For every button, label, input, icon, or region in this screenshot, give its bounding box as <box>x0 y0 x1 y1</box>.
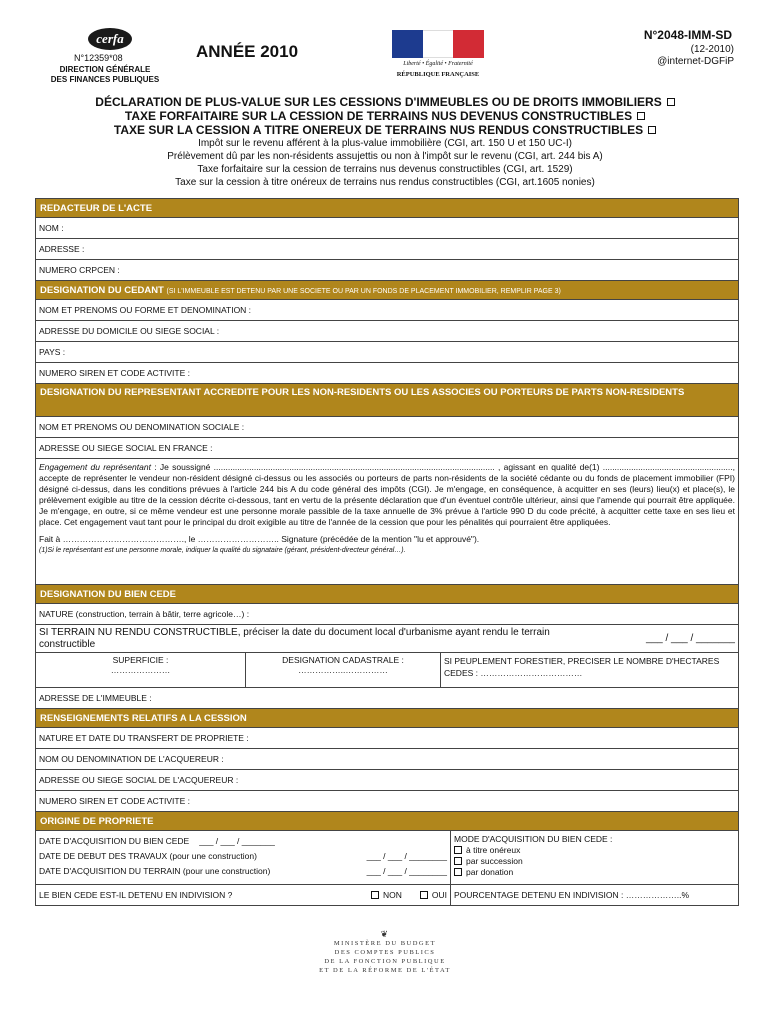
checkbox-donation <box>454 868 462 876</box>
field-bien-adresse[interactable]: ADRESSE DE L'IMMEUBLE : <box>36 688 738 709</box>
field-adresse[interactable]: ADRESSE : <box>36 239 738 260</box>
field-peuplement[interactable]: SI PEUPLEMENT FORESTIER, PRECISER LE NOMBRE D'HECTARES CEDES : ……………………………… <box>444 656 720 678</box>
checkbox-oui <box>420 891 428 899</box>
checkbox-non <box>371 891 379 899</box>
checkbox-title-2[interactable] <box>637 112 645 120</box>
field-date-travaux[interactable]: DATE DE DEBUT DES TRAVAUX (pour une construction) ___ / ___ / ________ <box>39 851 447 861</box>
ministere-logo: ❦ MINISTÈRE DU BUDGET DES COMPTES PUBLICS DE LA FONCTION PUBLIQUE ET DE LA RÉFORME DE L'ÉTAT <box>319 929 451 974</box>
field-cedant-adresse[interactable]: ADRESSE DU DOMICILE OU SIEGE SOCIAL : <box>36 321 738 342</box>
field-superficie[interactable]: SUPERFICIE : ………………… <box>36 653 246 687</box>
engagement-text: : Je soussigné ....................................................................................................................... , agissant en qualité de(1) ......................................................., accepte de représenter le vendeur non-résident désigné ci-dessus ou les associés ou porteurs de parts non-résidents de la société cédante ou du fonds de placement immobilier (FPI) désigné ci-dessus, dans les conditions prévues à l'article 244 bis A du code général des impôts (CGI). Je m'engage, en conséquence, à acquitter en ses (leurs) lieu(x) et place(s), le prélèvement exigible au titre de la cession décrite ci-dessous, tant en vertu de la présente déclaration que d'un éventuel contrôle ultérieur, ainsi que l'amende qui pourrait être appliquée. Je m'engage, en outre, si ce même vendeur est une personne morale passible de la taxe annuelle de 3% prévue à l'article 990 D du code précité, à acquitter cette taxe en ses lieu et place. Cet engagement vaut tant pour le principal du droit exigible au titre de l'année de la cession que pour les pénalités qui pourraient être appliquées. <box>39 462 735 527</box>
field-terrain-date[interactable]: SI TERRAIN NU RENDU CONSTRUCTIBLE, préciser la date du document local d'urbanisme ayant rendu le terrain constructible ___ / ___ / _______ <box>36 625 738 653</box>
field-cession-nature[interactable]: NATURE ET DATE DU TRANSFERT DE PROPRIETE : <box>36 728 738 749</box>
subtitle-1: Impôt sur le revenu afférent à la plus-value immobilière (CGI, art. 150 U et 150 UC-I) <box>198 138 572 149</box>
field-acquereur-adresse[interactable]: ADRESSE OU SIEGE SOCIAL DE L'ACQUEREUR : <box>36 770 738 791</box>
title-3: TAXE SUR LA CESSION A TITRE ONEREUX DE TERRAINS NUS RENDUS CONSTRUCTIBLES <box>113 123 644 137</box>
checkbox-title-1[interactable] <box>667 98 675 106</box>
field-acquereur-siren[interactable]: NUMERO SIREN ET CODE ACTIVITE : <box>36 791 738 812</box>
checkbox-onereux <box>454 846 462 854</box>
field-date-bien[interactable]: DATE D'ACQUISITION DU BIEN CEDE ___ / ___ / _______ <box>39 836 275 846</box>
fait-line[interactable]: Fait à ……………………………………., le ……………………….. Signature (précédée de la mention "lu et approuvé"). <box>39 534 480 544</box>
engagement-paragraph <box>36 459 738 585</box>
subtitle-2: Prélèvement dû par les non-résidents assujettis ou non à l'impôt sur le revenu (CGI, art. 244 bis A) <box>167 151 603 162</box>
indivision-row <box>36 885 738 905</box>
subtitle-4: Taxe sur la cession à titre onéreux de terrains nus rendus constructibles (CGI, art.1605 nonies) <box>175 177 595 188</box>
dgfip-label: DIRECTION GÉNÉRALE DES FINANCES PUBLIQUES <box>50 65 160 84</box>
checkbox-title-3[interactable] <box>648 126 656 134</box>
field-bien-nature[interactable]: NATURE (construction, terrain à bâtir, terre agricole…) : <box>36 604 738 625</box>
subtitle-3: Taxe forfaitaire sur la cession de terrains nus devenus constructibles (CGI, art. 1529) <box>197 164 573 175</box>
year-title: ANNÉE 2010 <box>196 42 299 61</box>
section-representant: DESIGNATION DU REPRESENTANT ACCREDITE POUR LES NON-RESIDENTS OU LES ASSOCIES OU PORTEURS DE PARTS NON-RESIDENTS <box>36 384 738 417</box>
bien-details <box>36 653 738 688</box>
origine-mode: MODE D'ACQUISITION DU BIEN CEDE : à titre onéreux par succession par donation <box>451 831 738 884</box>
option-donation[interactable]: par donation <box>454 867 735 878</box>
field-rep-nom[interactable]: NOM ET PRENOMS OU DENOMINATION SOCIALE : <box>36 417 738 438</box>
engagement-label: Engagement du représentant <box>39 462 151 472</box>
cerfa-logo: cerfa <box>88 28 132 50</box>
title-1: DÉCLARATION DE PLUS-VALUE SUR LES CESSIONS D'IMMEUBLES OU DE DROITS IMMOBILIERS <box>95 95 662 109</box>
marianne-logo: Liberté • Égalité • Fraternité RÉPUBLIQUE FRANÇAISE <box>390 30 486 82</box>
field-cadastrale[interactable]: DESIGNATION CADASTRALE : ……………..…………… <box>246 653 441 687</box>
origine-dates <box>36 831 451 884</box>
cerfa-number: N°12359*08 <box>74 53 123 63</box>
form-date: (12-2010) @internet-DGFiP <box>657 44 734 67</box>
option-non[interactable]: NON <box>371 890 402 900</box>
field-nom[interactable]: NOM : <box>36 218 738 239</box>
field-crpcen[interactable]: NUMERO CRPCEN : <box>36 260 738 281</box>
footnote: (1)Si le représentant est une personne morale, indiquer la qualité du signataire (gérant, président-directeur général…). <box>39 547 406 554</box>
section-bien: DESIGNATION DU BIEN CEDE <box>36 585 738 604</box>
form-titles <box>0 95 770 189</box>
declaration-form <box>35 198 739 906</box>
origine-details <box>36 831 738 885</box>
form-number: N°2048-IMM-SD <box>643 28 732 42</box>
title-2: TAXE FORFAITAIRE SUR LA CESSION DE TERRAINS NUS DEVENUS CONSTRUCTIBLES <box>124 109 633 123</box>
field-cedant-pays[interactable]: PAYS : <box>36 342 738 363</box>
section-cedant: DESIGNATION DU CEDANT (SI L'IMMEUBLE EST DETENU PAR UNE SOCIETE OU PAR UN FONDS DE PLACEMENT IMMOBILIER, REMPLIR PAGE 3) <box>36 281 738 300</box>
option-onereux[interactable]: à titre onéreux <box>454 845 735 856</box>
field-acquereur[interactable]: NOM OU DENOMINATION DE L'ACQUEREUR : <box>36 749 738 770</box>
field-rep-adresse[interactable]: ADRESSE OU SIEGE SOCIAL EN FRANCE : <box>36 438 738 459</box>
section-cession: RENSEIGNEMENTS RELATIFS A LA CESSION <box>36 709 738 728</box>
option-oui[interactable]: OUI <box>420 890 447 900</box>
page-header <box>0 0 770 90</box>
field-date-terrain[interactable]: DATE D'ACQUISITION DU TERRAIN (pour une construction) ___ / ___ / ________ <box>39 866 447 876</box>
field-cedant-nom[interactable]: NOM ET PRENOMS OU FORME ET DENOMINATION : <box>36 300 738 321</box>
field-pourcentage[interactable]: POURCENTAGE DETENU EN INDIVISION : ………………..% <box>454 890 690 900</box>
checkbox-succession <box>454 857 462 865</box>
section-origine: ORIGINE DE PROPRIETE <box>36 812 738 831</box>
option-succession[interactable]: par succession <box>454 856 735 867</box>
indivision-question: LE BIEN CEDE EST-IL DETENU EN INDIVISION ? NON OUI <box>36 885 451 905</box>
field-cedant-siren[interactable]: NUMERO SIREN ET CODE ACTIVITE : <box>36 363 738 384</box>
section-redacteur: REDACTEUR DE L'ACTE <box>36 199 738 218</box>
